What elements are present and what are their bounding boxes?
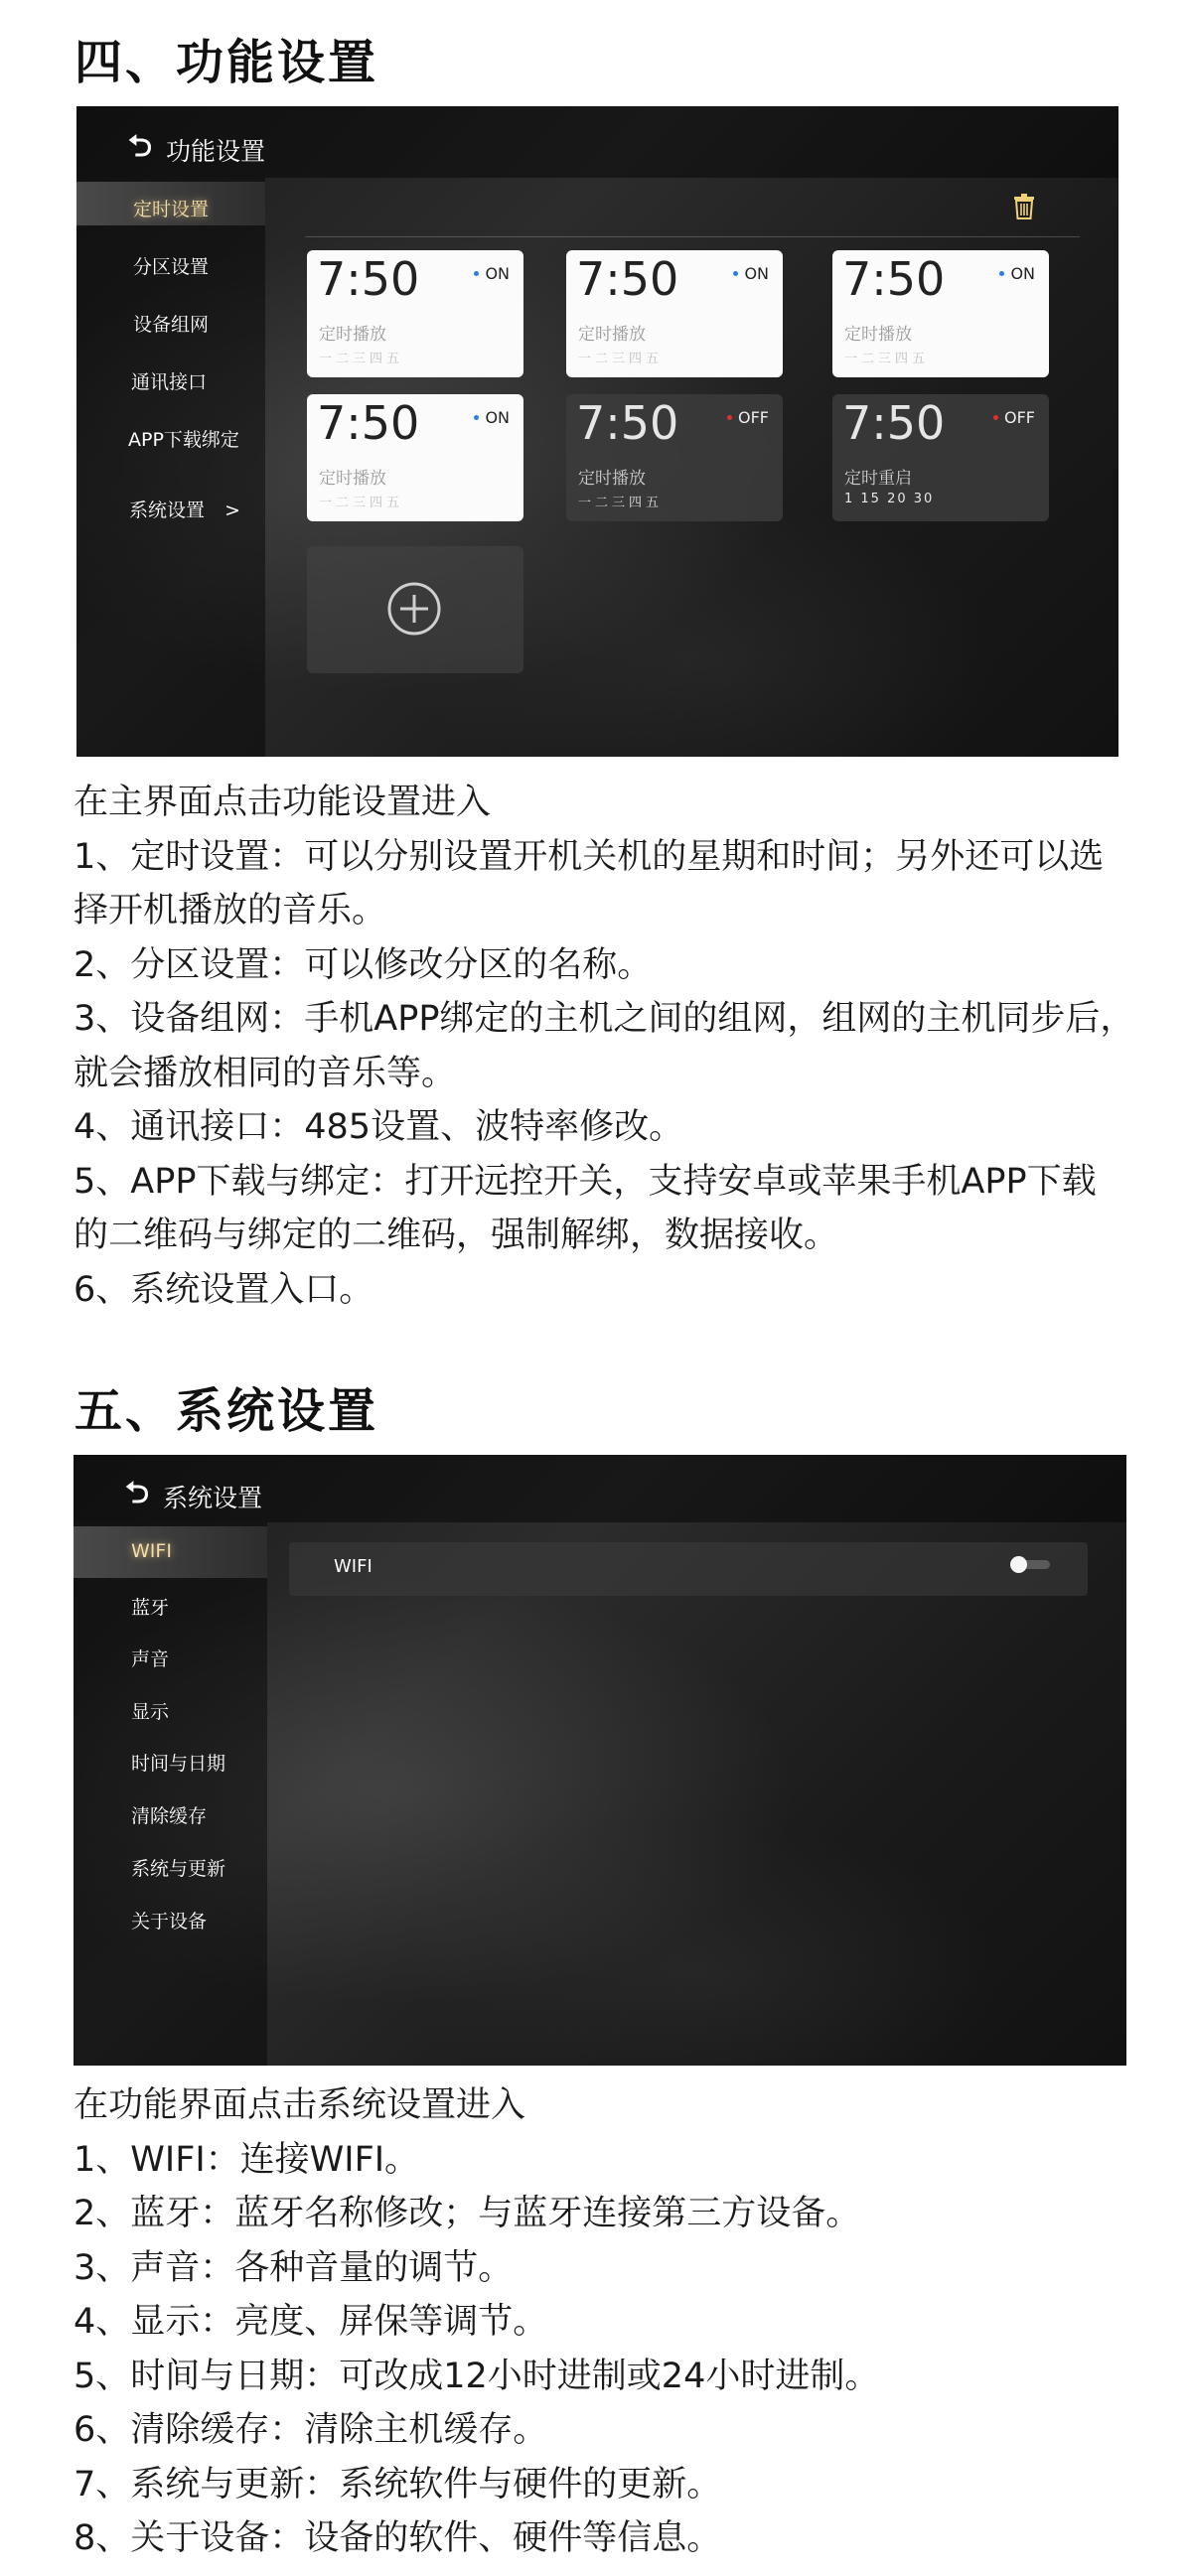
text-line: 就会播放相同的音乐等。 <box>74 1053 457 1093</box>
timer-time: 7:50 <box>317 396 420 450</box>
text-line: 7、系统与更新：系统软件与硬件的更新。 <box>74 2464 722 2504</box>
text-line: 的二维码与绑定的二维码，强制解绑，数据接收。 <box>74 1216 839 1255</box>
text-line: 4、显示：亮度、屏保等调节。 <box>74 2302 548 2342</box>
timer-state[interactable] <box>474 408 510 427</box>
timer-card[interactable] <box>307 394 523 521</box>
state-label: OFF <box>1004 408 1035 427</box>
text-line: 8、关于设备：设备的软件、硬件等信息。 <box>74 2518 722 2558</box>
add-timer-button[interactable] <box>307 546 523 673</box>
nav-item-system-update[interactable]: 系统与更新 <box>131 1858 226 1880</box>
status-dot-icon <box>993 415 998 420</box>
state-label: ON <box>1010 264 1035 283</box>
status-dot-icon <box>727 415 732 420</box>
page-title: 系统设置 <box>163 1483 263 1512</box>
add-circle-icon <box>385 580 443 638</box>
timer-state[interactable] <box>727 408 769 427</box>
nav-item-bluetooth[interactable]: 蓝牙 <box>131 1597 170 1619</box>
nav-item-zones[interactable]: 分区设置 <box>133 256 210 278</box>
state-label: ON <box>485 264 510 283</box>
text-line: 3、声音：各种音量的调节。 <box>74 2247 514 2288</box>
timer-time: 7:50 <box>317 252 420 306</box>
back-button[interactable] <box>128 124 265 175</box>
status-dot-icon <box>733 271 738 276</box>
section-heading-function-settings: 四、功能设置 <box>74 35 379 90</box>
text-line: 6、系统设置入口。 <box>74 1269 374 1310</box>
state-label: ON <box>744 264 769 283</box>
timer-card[interactable] <box>832 394 1049 521</box>
timer-state[interactable] <box>993 408 1035 427</box>
timer-card[interactable] <box>307 250 523 377</box>
timer-time: 7:50 <box>842 252 946 306</box>
wifi-label: WIFI <box>334 1556 372 1577</box>
nav-item-app-bind[interactable]: APP下载绑定 <box>128 429 239 451</box>
nav-item-sound[interactable]: 声音 <box>131 1648 170 1670</box>
text-line: 4、通讯接口：485设置、波特率修改。 <box>74 1107 684 1147</box>
chevron-right-icon: > <box>224 500 240 521</box>
nav-item-about-device[interactable]: 关于设备 <box>131 1911 208 1932</box>
timer-label: 定时播放 <box>578 469 646 489</box>
state-label: ON <box>485 408 510 427</box>
system-settings-description <box>74 2078 1156 2566</box>
wifi-setting-row[interactable] <box>289 1542 1088 1596</box>
text-line: 5、时间与日期：可改成12小时进制或24小时进制。 <box>74 2356 880 2396</box>
state-label: OFF <box>738 408 769 427</box>
timer-card[interactable] <box>566 250 783 377</box>
nav-item-system-settings[interactable] <box>129 496 240 522</box>
timer-card[interactable] <box>566 394 783 521</box>
timer-days: 一二三四五 <box>578 496 664 510</box>
trash-icon[interactable] <box>1013 194 1035 219</box>
timer-card[interactable] <box>832 250 1049 377</box>
nav-item-clear-cache[interactable]: 清除缓存 <box>131 1805 208 1827</box>
timer-state[interactable] <box>999 264 1035 283</box>
text-line: 1、WIFI：连接WIFI。 <box>74 2139 420 2180</box>
page-title: 功能设置 <box>166 136 266 166</box>
sidebar <box>74 1522 267 2066</box>
timer-label: 定时播放 <box>319 325 386 345</box>
timer-state[interactable] <box>733 264 769 283</box>
back-arrow-icon: ⮌ <box>128 129 153 164</box>
timer-days: 一二三四五 <box>319 496 404 510</box>
text-line: 在主界面点击功能设置进入 <box>74 783 492 822</box>
function-settings-screenshot <box>76 106 1118 757</box>
nav-item-display[interactable]: 显示 <box>131 1701 170 1723</box>
back-arrow-icon: ⮌ <box>125 1476 150 1510</box>
timer-days: 一二三四五 <box>319 352 404 366</box>
timer-days: 1 15 20 30 <box>844 492 935 506</box>
timer-label: 定时播放 <box>844 325 912 345</box>
text-line: 2、蓝牙：蓝牙名称修改；与蓝牙连接第三方设备。 <box>74 2194 861 2233</box>
timer-label: 定时重启 <box>844 469 912 489</box>
nav-item-networking[interactable]: 设备组网 <box>133 314 210 336</box>
status-dot-icon <box>474 415 479 420</box>
timer-state[interactable] <box>474 264 510 283</box>
text-line: 2、分区设置：可以修改分区的名称。 <box>74 944 653 985</box>
timer-time: 7:50 <box>576 396 679 450</box>
text-line: 在功能界面点击系统设置进入 <box>74 2085 526 2125</box>
nav-item-timer[interactable]: 定时设置 <box>133 199 210 220</box>
back-button[interactable] <box>125 1471 262 1521</box>
text-line: 择开机播放的音乐。 <box>74 891 387 930</box>
function-settings-description <box>74 776 1156 1317</box>
timer-days: 一二三四五 <box>844 352 930 366</box>
nav-item-comm-port[interactable]: 通讯接口 <box>131 371 208 393</box>
timer-label: 定时播放 <box>578 325 646 345</box>
status-dot-icon <box>474 271 479 276</box>
timer-time: 7:50 <box>576 252 679 306</box>
text-line: 6、清除缓存：清除主机缓存。 <box>74 2410 548 2450</box>
timer-label: 定时播放 <box>319 469 386 489</box>
section-heading-system-settings: 五、系统设置 <box>74 1383 379 1439</box>
timer-time: 7:50 <box>842 396 946 450</box>
system-settings-screenshot <box>74 1455 1126 2066</box>
toggle-knob <box>1010 1556 1027 1573</box>
timer-days: 一二三四五 <box>578 352 664 366</box>
nav-item-label: 系统设置 <box>129 500 206 521</box>
nav-item-wifi[interactable]: WIFI <box>131 1540 172 1562</box>
nav-item-date-time[interactable]: 时间与日期 <box>131 1753 226 1775</box>
text-line: 5、APP下载与绑定：打开远控开关，支持安卓或苹果手机APP下载 <box>74 1161 1097 1202</box>
status-dot-icon <box>999 271 1004 276</box>
text-line: 3、设备组网：手机APP绑定的主机之间的组网，组网的主机同步后， <box>74 999 1135 1039</box>
text-line: 1、定时设置：可以分别设置开机关机的星期和时间；另外还可以选 <box>74 836 1105 877</box>
content-divider <box>305 236 1080 237</box>
wifi-toggle[interactable] <box>1010 1556 1050 1572</box>
